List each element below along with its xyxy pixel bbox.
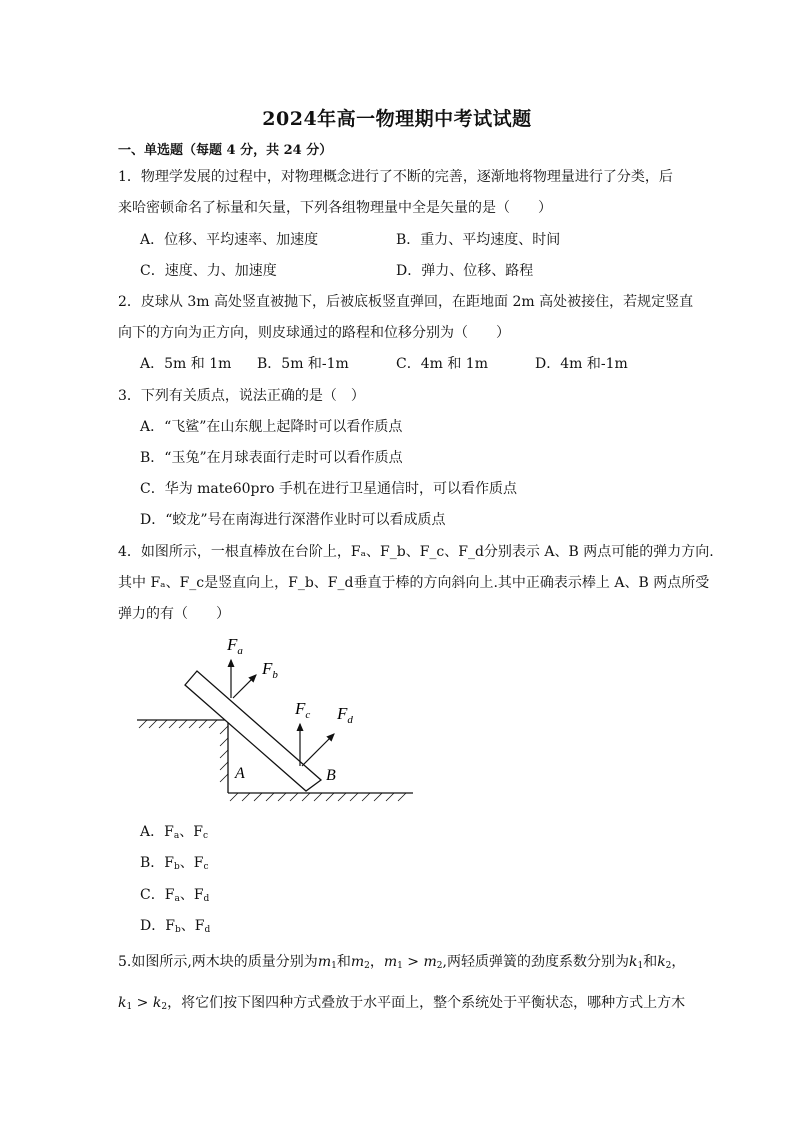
label-b: B — [326, 767, 336, 784]
q3-option-c: C．华为 mate60pro 手机在进行卫星通信时，可以看作质点 — [140, 481, 518, 497]
label-fb: $F_b$ — [262, 659, 278, 681]
q1-option-c: C．速度、力、加速度 — [140, 263, 277, 279]
q1-option-b: B．重力、平均速度、时间 — [396, 232, 561, 248]
q4-stem-line1: 4．如图所示，一根直棒放在台阶上，Fₐ、F_b、F_c、F_d分别表示 A、B 两点可能的弹力方向. — [118, 544, 714, 560]
q1-option-d: D．弹力、位移、路程 — [396, 263, 534, 279]
force-fd-arrow — [302, 734, 334, 766]
q2-option-b: B．5m 和-1m — [257, 356, 349, 372]
q4-stem-line3: 弹力的有（ ） — [118, 606, 230, 622]
q2-option-c: C．4m 和 1m — [396, 356, 488, 372]
q4-stem-line2: 其中 Fₐ、F_c是竖直向上，F_b、F_d垂直于棒的方向斜向上.其中正确表示棒上 A、B 两点所受 — [118, 575, 710, 591]
upper-ground-hatch — [139, 720, 217, 728]
section-heading: 一、单选题（每题 4 分，共 24 分） — [118, 143, 333, 158]
force-fb-arrow — [233, 675, 256, 698]
wall-hatch — [220, 726, 228, 782]
q1-option-a: A．位移、平均速率、加速度 — [140, 232, 319, 248]
rod-on-step-figure — [125, 628, 425, 808]
q4-option-c: C．$F_a$、$F_d$ — [140, 887, 210, 904]
q2-option-a: A．5m 和 1m — [140, 356, 232, 372]
lower-ground-hatch — [230, 793, 406, 801]
page-title: 2024年高一物理期中考试试题 — [262, 108, 532, 130]
q2-option-d: D．4m 和-1m — [535, 356, 628, 372]
q4-option-d: D．$F_b$、$F_d$ — [140, 918, 211, 935]
q3-option-a: A．“飞鲨”在山东舰上起降时可以看作质点 — [140, 419, 403, 435]
q4-option-a: A．$F_a$、$F_c$ — [140, 824, 208, 841]
q2-stem-line1: 2．皮球从 3m 高处竖直被抛下，后被底板竖直弹回，在距地面 2m 高处被接住，若规定竖直 — [118, 294, 694, 310]
q3-stem: 3．下列有关质点，说法正确的是（ ） — [118, 388, 365, 404]
q2-stem-line2: 向下的方向为正方向，则皮球通过的路程和位移分别为（ ） — [118, 325, 510, 341]
label-a: A — [235, 765, 245, 782]
q3-option-b: B．“玉兔”在月球表面行走时可以看作质点 — [140, 450, 403, 466]
label-fc: $F_c$ — [295, 699, 311, 721]
label-fd: $F_d$ — [337, 704, 353, 726]
q1-stem-line1: 1．物理学发展的过程中，对物理概念进行了不断的完善，逐渐地将物理量进行了分类，后 — [118, 169, 673, 185]
q4-option-b: B．$F_b$、$F_c$ — [140, 855, 209, 872]
label-fa: $F_a$ — [227, 635, 243, 657]
q5-stem-line1: 5.如图所示,两木块的质量分别为$m_1$和$m_2$，$m_1 > m_2$,两轻质弹簧的劲度系数分别为$k_1$和$k_2$， — [118, 954, 686, 971]
q3-option-d: D．“蛟龙”号在南海进行深潜作业时可以看成质点 — [140, 512, 446, 528]
q1-stem-line2: 来哈密顿命名了标量和矢量，下列各组物理量中全是矢量的是（ ） — [118, 200, 552, 216]
q5-stem-line2: $k_1 > k_2$，将它们按下图四种方式叠放于水平面上，整个系统处于平衡状态，哪种方式上方木 — [118, 995, 686, 1012]
